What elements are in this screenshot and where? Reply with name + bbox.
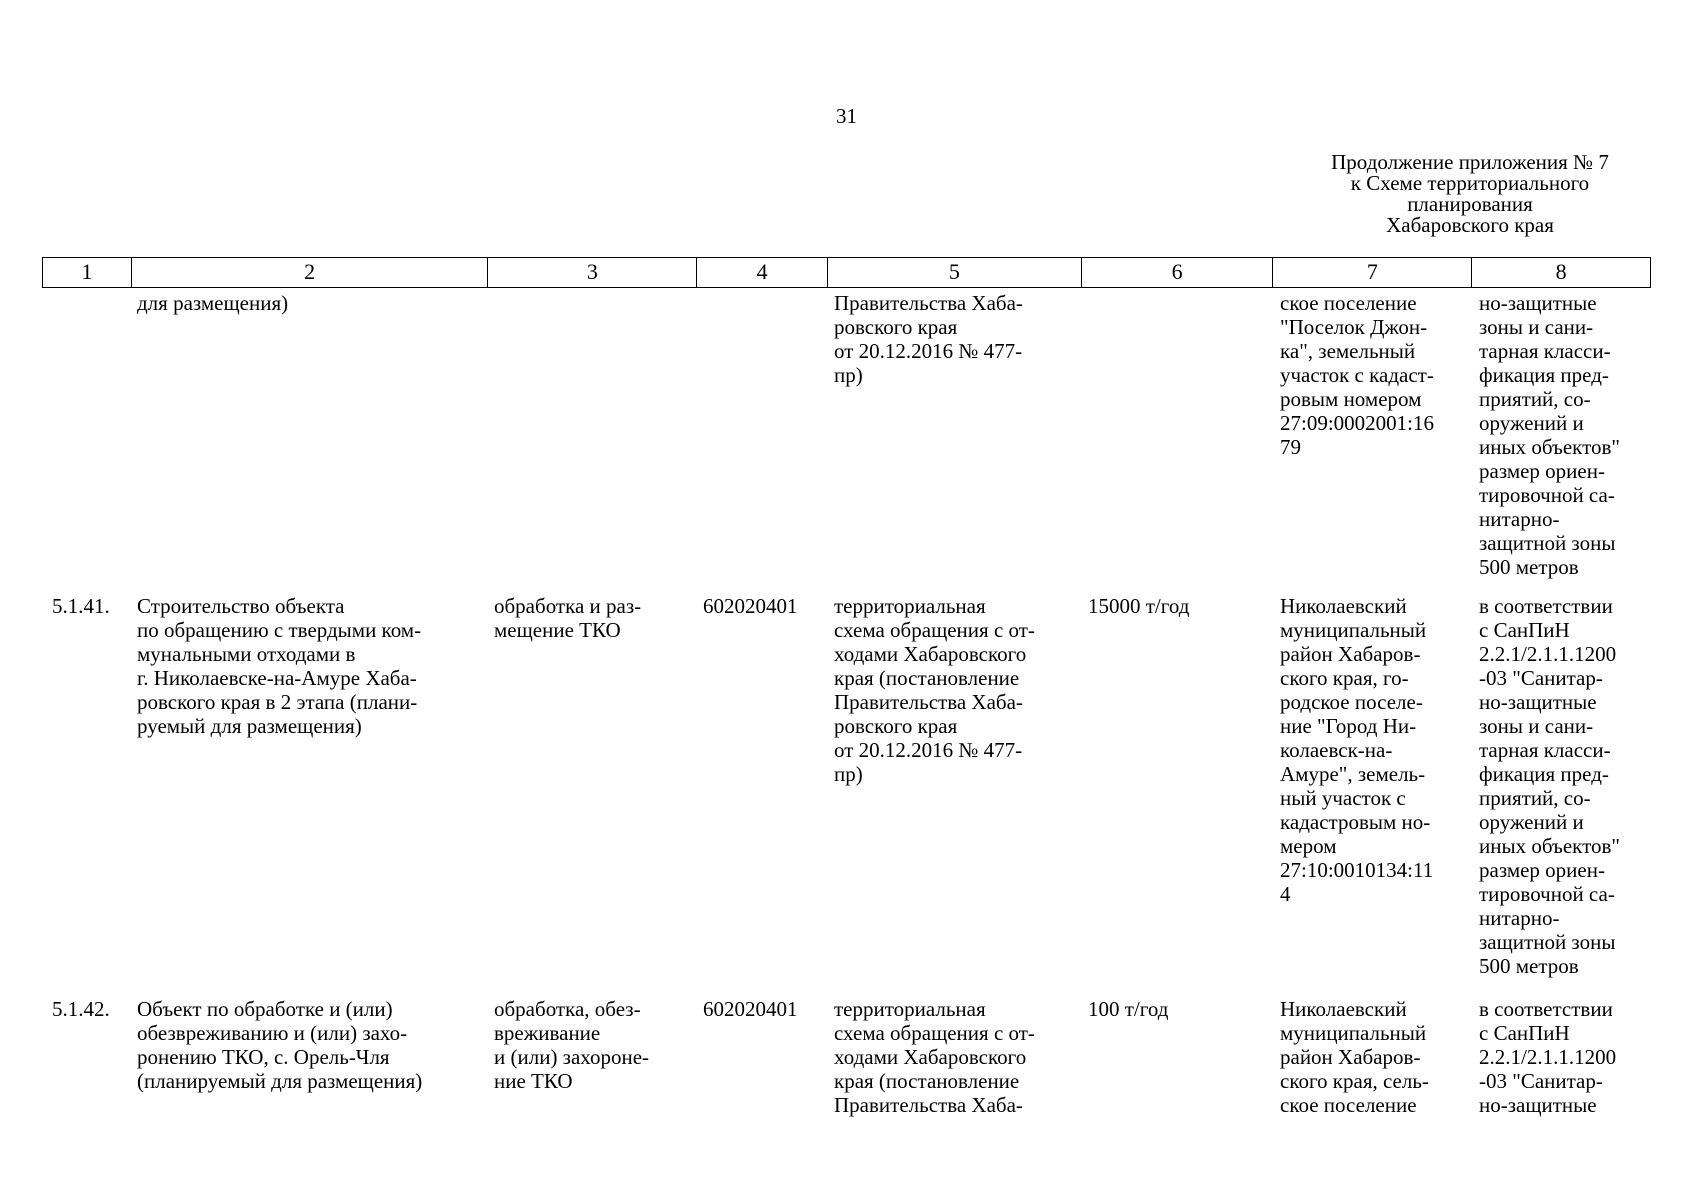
cell-line: Николаевский	[1280, 594, 1407, 618]
cell-line: 27:09:0002001:16	[1280, 411, 1435, 435]
cell-line: 500 метров	[1479, 954, 1579, 978]
cell-line: ровского края	[834, 714, 958, 738]
cell-line: приятий, со-	[1479, 786, 1591, 810]
zone-cell	[1472, 594, 1651, 978]
row-number	[42, 291, 130, 579]
cell-line: края (постановление	[834, 666, 1020, 690]
code-cell	[696, 291, 827, 579]
appendix-line: Хабаровского края	[1386, 213, 1554, 237]
cell-line: с СанПиН	[1479, 1021, 1570, 1045]
table-row	[42, 997, 1651, 1117]
cell-line: в соответствии	[1479, 594, 1613, 618]
cell-line: -03 "Санитар-	[1479, 666, 1603, 690]
cell-line: для размещения)	[137, 291, 289, 315]
location-cell	[1273, 594, 1472, 978]
cell-line: ское поселение	[1280, 1093, 1417, 1117]
cell-line: защитной зоны	[1479, 930, 1616, 954]
cell-line: тировочной са-	[1479, 483, 1615, 507]
column-header-2: 2	[131, 258, 488, 287]
cell-line: Правительства Хаба-	[834, 690, 1023, 714]
cell-line: ского края, го-	[1280, 666, 1409, 690]
cell-line: район Хабаров-	[1280, 1045, 1421, 1069]
cell-line: ние "Город Ни-	[1280, 714, 1417, 738]
cell-line: но-защитные	[1479, 291, 1597, 315]
cell-line: ровского края	[834, 315, 958, 339]
capacity-cell: 15000 т/год	[1088, 594, 1190, 618]
cell-line: по обращению с твердыми ком-	[137, 618, 422, 642]
capacity-cell	[1081, 291, 1273, 579]
cell-line: 79	[1280, 435, 1301, 459]
code-cell: 602020401	[703, 997, 798, 1021]
cell-line: размер ориен-	[1479, 858, 1605, 882]
table-row	[42, 594, 1651, 978]
object-name-cell	[130, 291, 487, 579]
cell-line: от 20.12.2016 № 477-	[834, 738, 1023, 762]
cell-line: 500 метров	[1479, 555, 1579, 579]
cell-line: участок с кадаст-	[1280, 363, 1434, 387]
cell-line: Амуре", земель-	[1280, 762, 1426, 786]
cell-line: 27:10:0010134:11	[1280, 858, 1434, 882]
cell-line: обезвреживанию и (или) захо-	[137, 1021, 408, 1045]
cell-line: Правительства Хаба-	[834, 291, 1023, 315]
cell-line: зоны и сани-	[1479, 714, 1594, 738]
purpose-cell	[487, 291, 696, 579]
cell-line: защитной зоны	[1479, 531, 1616, 555]
cell-line: от 20.12.2016 № 477-	[834, 339, 1023, 363]
cell-line: 4	[1280, 882, 1291, 906]
cell-line: руемый для размещения)	[137, 714, 362, 738]
cell-line: "Поселок Джон-	[1280, 315, 1428, 339]
column-header-1: 1	[81, 259, 93, 284]
cell-line: ходами Хабаровского	[834, 1045, 1027, 1069]
cell-line: ка", земельный	[1280, 339, 1416, 363]
cell-line: Строительство объекта	[137, 594, 345, 618]
cell-line: ровым номером	[1280, 387, 1422, 411]
cell-line: схема обращения с от-	[834, 1021, 1035, 1045]
cell-line: но-защитные	[1479, 690, 1597, 714]
cell-line: иных объектов"	[1479, 834, 1620, 858]
cell-line: оружений и	[1479, 411, 1584, 435]
row-number: 5.1.42.	[52, 997, 110, 1021]
cell-line: Объект по обработке и (или)	[137, 997, 393, 1021]
zone-cell	[1472, 291, 1651, 579]
cell-line: район Хабаров-	[1280, 642, 1421, 666]
cell-line: и (или) захороне-	[494, 1045, 650, 1069]
appendix-note	[1300, 152, 1640, 236]
basis-document-cell	[827, 291, 1081, 579]
cell-line: мещение ТКО	[494, 618, 621, 642]
location-cell	[1273, 291, 1472, 579]
object-name-cell	[130, 594, 487, 978]
cell-line: ского края, сель-	[1280, 1069, 1429, 1093]
cell-line: зоны и сани-	[1479, 315, 1594, 339]
cell-line: (планируемый для размещения)	[137, 1069, 423, 1093]
cell-line: оружений и	[1479, 810, 1584, 834]
purpose-cell	[487, 594, 696, 978]
column-header-3: 3	[487, 258, 696, 287]
cell-line: фикация пред-	[1479, 762, 1609, 786]
cell-line: размер ориен-	[1479, 459, 1605, 483]
table-row	[42, 291, 1651, 579]
cell-line: пр)	[834, 762, 863, 786]
column-header-row	[42, 257, 1651, 288]
object-name-cell	[130, 997, 487, 1117]
cell-line: ный участок с	[1280, 786, 1406, 810]
cell-line: территориальная	[834, 594, 986, 618]
cell-line: нитарно-	[1479, 507, 1560, 531]
cell-line: 2.2.1/2.1.1.1200	[1479, 1045, 1617, 1069]
cell-line: ское поселение	[1280, 291, 1417, 315]
cell-line: нитарно-	[1479, 906, 1560, 930]
column-header-4: 4	[696, 258, 827, 287]
code-cell: 602020401	[703, 594, 798, 618]
purpose-cell	[487, 997, 696, 1117]
cell-line: территориальная	[834, 997, 986, 1021]
cell-line: Правительства Хаба-	[834, 1093, 1023, 1117]
cell-line: -03 "Санитар-	[1479, 1069, 1603, 1093]
cell-line: муниципальный	[1280, 618, 1427, 642]
cell-line: родское поселе-	[1280, 690, 1423, 714]
cell-line: ровского края в 2 этапа (плани-	[137, 690, 418, 714]
cell-line: кадастровым но-	[1280, 810, 1431, 834]
cell-line: вреживание	[494, 1021, 601, 1045]
basis-document-cell	[827, 997, 1081, 1117]
cell-line: колаевск-на-	[1280, 738, 1393, 762]
cell-line: фикация пред-	[1479, 363, 1609, 387]
cell-line: ронению ТКО, с. Орель-Чля	[137, 1045, 390, 1069]
basis-document-cell	[827, 594, 1081, 978]
column-header-5: 5	[827, 258, 1081, 287]
row-number: 5.1.41.	[52, 594, 110, 618]
column-header-6: 6	[1081, 258, 1273, 287]
cell-line: тарная класси-	[1479, 738, 1611, 762]
cell-line: ние ТКО	[494, 1069, 573, 1093]
column-header-7: 7	[1272, 258, 1471, 287]
cell-line: обработка, обез-	[494, 997, 641, 1021]
cell-line: тировочной са-	[1479, 882, 1615, 906]
page-number: 31	[836, 104, 857, 128]
cell-line: пр)	[834, 363, 863, 387]
appendix-line: Продолжение приложения № 7	[1331, 150, 1609, 174]
cell-line: тарная класси-	[1479, 339, 1611, 363]
cell-line: но-защитные	[1479, 1093, 1597, 1117]
cell-line: ходами Хабаровского	[834, 642, 1027, 666]
cell-line: схема обращения с от-	[834, 618, 1035, 642]
location-cell	[1273, 997, 1472, 1117]
cell-line: приятий, со-	[1479, 387, 1591, 411]
cell-line: г. Николаевске-на-Амуре Хаба-	[137, 666, 417, 690]
cell-line: 2.2.1/2.1.1.1200	[1479, 642, 1617, 666]
cell-line: обработка и раз-	[494, 594, 642, 618]
capacity-cell: 100 т/год	[1088, 997, 1169, 1021]
cell-line: мером	[1280, 834, 1337, 858]
cell-line: в соответствии	[1479, 997, 1613, 1021]
cell-line: муниципальный	[1280, 1021, 1427, 1045]
column-header-8: 8	[1471, 258, 1650, 287]
cell-line: края (постановление	[834, 1069, 1020, 1093]
cell-line: иных объектов"	[1479, 435, 1620, 459]
cell-line: Николаевский	[1280, 997, 1407, 1021]
zone-cell	[1472, 997, 1651, 1117]
appendix-line: планирования	[1407, 192, 1533, 216]
cell-line: с СанПиН	[1479, 618, 1570, 642]
cell-line: мунальными отходами в	[137, 642, 356, 666]
appendix-line: к Схеме территориального	[1350, 171, 1590, 195]
